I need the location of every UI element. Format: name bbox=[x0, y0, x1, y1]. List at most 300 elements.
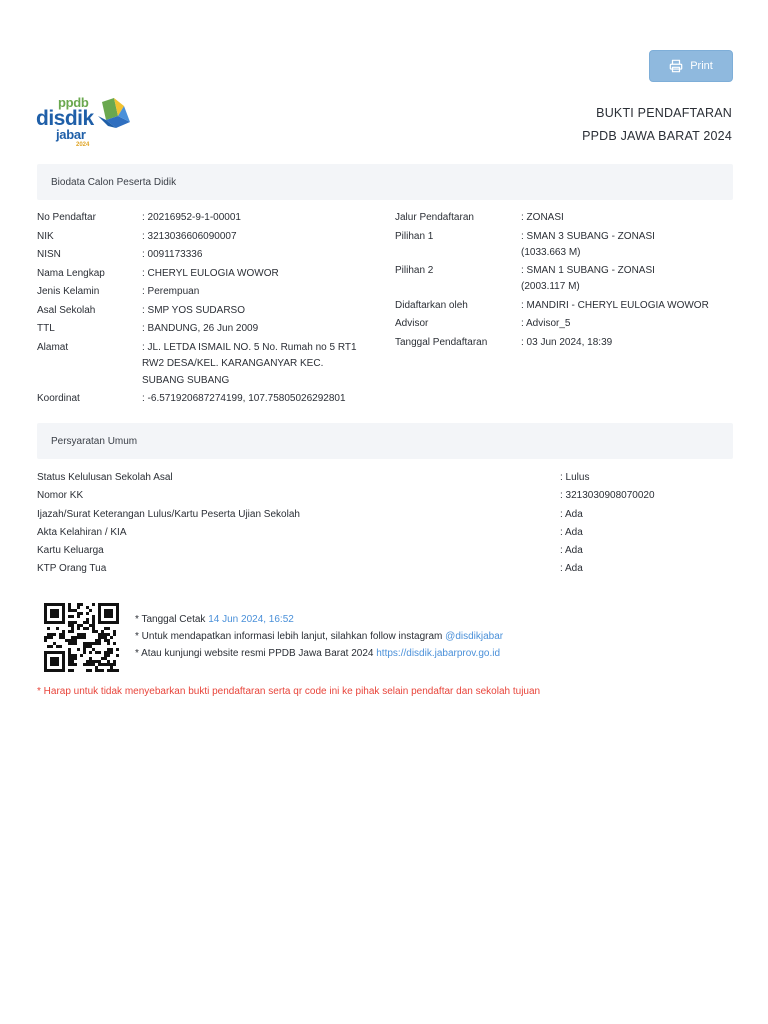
qr-module bbox=[44, 618, 47, 621]
requirement-label: Status Kelulusan Sekolah Asal bbox=[37, 472, 173, 483]
qr-module bbox=[50, 615, 53, 618]
qr-module bbox=[47, 627, 50, 630]
qr-module bbox=[86, 627, 89, 630]
qr-module bbox=[68, 630, 71, 633]
book-emblem-icon bbox=[94, 96, 132, 138]
detail-value: : 03 Jun 2024, 18:39 bbox=[521, 336, 613, 348]
qr-module bbox=[104, 657, 107, 660]
qr-module bbox=[110, 615, 113, 618]
requirements-section-header bbox=[37, 423, 733, 459]
detail-value: : JL. LETDA ISMAIL NO. 5 No. Rumah no 5 RT1 RW2 DESA/KEL. KARANGANYAR KEC. SUBANG SUBANG bbox=[142, 341, 357, 386]
qr-module bbox=[47, 651, 50, 654]
detail-label: Alamat bbox=[37, 341, 69, 353]
detail-label: Nama Lengkap bbox=[37, 267, 105, 279]
detail-row bbox=[37, 284, 367, 301]
qr-module bbox=[59, 603, 62, 606]
website-prefix: * Atau kunjungi website resmi PPDB Jawa Barat 2024 bbox=[135, 648, 377, 659]
qr-module bbox=[116, 612, 119, 615]
detail-row bbox=[37, 266, 367, 283]
detail-value: : SMAN 3 SUBANG - ZONASI (1033.663 M) bbox=[521, 230, 655, 258]
qr-module bbox=[44, 663, 47, 666]
qr-module bbox=[44, 621, 47, 624]
qr-module bbox=[95, 651, 98, 654]
qr-module bbox=[113, 663, 116, 666]
qr-module bbox=[89, 660, 92, 663]
qr-module bbox=[83, 621, 86, 624]
requirement-label: Ijazah/Surat Keterangan Lulus/Kartu Peserta Ujian Sekolah bbox=[37, 508, 300, 520]
document-title bbox=[582, 102, 732, 148]
requirement-value: : Ada bbox=[560, 563, 583, 575]
qr-module bbox=[53, 651, 56, 654]
qr-module bbox=[107, 627, 110, 630]
qr-module bbox=[89, 609, 92, 612]
qr-module bbox=[71, 660, 74, 663]
qr-module bbox=[89, 663, 92, 666]
qr-module bbox=[86, 612, 89, 615]
qr-module bbox=[104, 609, 107, 612]
qr-module bbox=[68, 651, 71, 654]
qr-module bbox=[47, 669, 50, 672]
qr-module bbox=[71, 630, 74, 633]
detail-row bbox=[395, 316, 733, 333]
qr-module bbox=[89, 645, 92, 648]
qr-module bbox=[116, 654, 119, 657]
detail-row bbox=[395, 298, 733, 315]
qr-module bbox=[53, 612, 56, 615]
detail-value: : BANDUNG, 26 Jun 2009 bbox=[142, 323, 259, 334]
qr-module bbox=[98, 669, 101, 672]
qr-module bbox=[80, 612, 83, 615]
qr-module bbox=[44, 615, 47, 618]
qr-module bbox=[113, 633, 116, 636]
requirement-row bbox=[37, 469, 733, 487]
detail-label: No Pendaftar bbox=[37, 212, 96, 223]
requirement-row bbox=[37, 560, 733, 578]
qr-module bbox=[62, 669, 65, 672]
qr-module bbox=[47, 603, 50, 606]
qr-module bbox=[68, 660, 71, 663]
qr-module bbox=[83, 663, 86, 666]
qr-module bbox=[107, 603, 110, 606]
qr-module bbox=[101, 603, 104, 606]
qr-module bbox=[113, 660, 116, 663]
qr-module bbox=[53, 609, 56, 612]
qr-module bbox=[104, 615, 107, 618]
qr-module bbox=[98, 660, 101, 663]
qr-module bbox=[113, 669, 116, 672]
qr-module bbox=[92, 603, 95, 606]
requirements-section-title: Persyaratan Umum bbox=[51, 435, 138, 447]
qr-module bbox=[107, 648, 110, 651]
qr-module bbox=[113, 621, 116, 624]
qr-module bbox=[107, 615, 110, 618]
qr-module bbox=[50, 663, 53, 666]
detail-label: TTL bbox=[37, 323, 55, 334]
detail-row bbox=[37, 391, 367, 408]
instagram-link[interactable]: @disdikjabar bbox=[445, 631, 504, 642]
qr-module bbox=[44, 636, 47, 639]
qr-module bbox=[95, 630, 98, 633]
qr-module bbox=[74, 609, 77, 612]
qr-module bbox=[71, 669, 74, 672]
logo-text-year: 2024 bbox=[76, 142, 90, 148]
qr-module bbox=[44, 606, 47, 609]
detail-row bbox=[37, 303, 367, 320]
detail-row bbox=[37, 321, 367, 338]
qr-module bbox=[59, 636, 62, 639]
qr-module bbox=[116, 621, 119, 624]
qr-module bbox=[110, 609, 113, 612]
qr-module bbox=[71, 663, 74, 666]
requirement-value: : Lulus bbox=[560, 472, 590, 483]
qr-module bbox=[68, 639, 71, 642]
qr-module bbox=[113, 642, 116, 645]
qr-module bbox=[89, 669, 92, 672]
qr-module bbox=[110, 612, 113, 615]
qr-module bbox=[113, 603, 116, 606]
qr-module bbox=[92, 618, 95, 621]
qr-module bbox=[107, 612, 110, 615]
qr-module bbox=[77, 603, 80, 606]
instagram-note bbox=[135, 628, 503, 645]
qr-module bbox=[68, 663, 71, 666]
qr-module bbox=[107, 633, 110, 636]
qr-module bbox=[104, 627, 107, 630]
qr-module bbox=[116, 609, 119, 612]
qr-module bbox=[101, 657, 104, 660]
qr-module bbox=[50, 645, 53, 648]
qr-module bbox=[83, 645, 86, 648]
qr-module bbox=[56, 621, 59, 624]
qr-module bbox=[59, 669, 62, 672]
qr-module bbox=[62, 663, 65, 666]
qr-module bbox=[56, 612, 59, 615]
qr-module bbox=[62, 603, 65, 606]
print-button[interactable] bbox=[649, 50, 733, 82]
qr-module bbox=[62, 651, 65, 654]
detail-value: : SMP YOS SUDARSO bbox=[142, 304, 245, 316]
qr-module bbox=[110, 666, 113, 669]
qr-module bbox=[77, 633, 80, 636]
document-title-line-2: PPDB JAWA BARAT 2024 bbox=[582, 129, 732, 143]
qr-module bbox=[44, 666, 47, 669]
qr-module bbox=[68, 642, 71, 645]
qr-module bbox=[77, 627, 80, 630]
qr-module bbox=[62, 633, 65, 636]
detail-row bbox=[395, 229, 733, 262]
print-date-note bbox=[135, 611, 503, 628]
qr-module bbox=[92, 660, 95, 663]
qr-module bbox=[56, 603, 59, 606]
qr-module bbox=[62, 660, 65, 663]
qr-module bbox=[74, 663, 77, 666]
qr-module bbox=[92, 642, 95, 645]
qr-module bbox=[83, 651, 86, 654]
qr-module bbox=[110, 648, 113, 651]
qr-module bbox=[92, 663, 95, 666]
qr-module bbox=[104, 654, 107, 657]
qr-module bbox=[47, 645, 50, 648]
qr-module bbox=[77, 648, 80, 651]
qr-module bbox=[44, 603, 47, 606]
logo-text-jabar: jabar bbox=[56, 127, 86, 142]
biodata-right-column bbox=[395, 210, 733, 351]
detail-label: Tanggal Pendaftaran bbox=[395, 336, 488, 348]
qr-module bbox=[104, 651, 107, 654]
qr-module bbox=[56, 615, 59, 618]
qr-module bbox=[47, 636, 50, 639]
detail-row bbox=[37, 340, 367, 390]
qr-module bbox=[53, 642, 56, 645]
qr-module bbox=[101, 630, 104, 633]
logo-text-ppdb: ppdb bbox=[58, 95, 89, 110]
qr-module bbox=[86, 642, 89, 645]
qr-module bbox=[83, 636, 86, 639]
qr-module bbox=[83, 633, 86, 636]
qr-module bbox=[77, 612, 80, 615]
detail-label: Advisor bbox=[395, 318, 429, 329]
qr-module bbox=[92, 615, 95, 618]
print-button-label: Print bbox=[690, 60, 713, 72]
qr-module bbox=[59, 633, 62, 636]
qr-module bbox=[50, 636, 53, 639]
qr-module bbox=[77, 615, 80, 618]
qr-module bbox=[107, 639, 110, 642]
print-date-prefix: * Tanggal Cetak bbox=[135, 614, 209, 625]
qr-module bbox=[71, 657, 74, 660]
qr-module bbox=[98, 615, 101, 618]
qr-module bbox=[83, 642, 86, 645]
qr-module bbox=[62, 606, 65, 609]
qr-module bbox=[56, 669, 59, 672]
qr-module bbox=[101, 636, 104, 639]
requirement-value: : Ada bbox=[560, 508, 583, 520]
qr-module bbox=[95, 669, 98, 672]
qr-module bbox=[110, 636, 113, 639]
qr-module bbox=[56, 609, 59, 612]
qr-module bbox=[86, 618, 89, 621]
qr-module bbox=[83, 627, 86, 630]
requirement-label: KTP Orang Tua bbox=[37, 563, 107, 575]
detail-label: Asal Sekolah bbox=[37, 304, 96, 316]
qr-module bbox=[62, 621, 65, 624]
qr-module bbox=[74, 657, 77, 660]
qr-module bbox=[95, 639, 98, 642]
qr-module bbox=[98, 612, 101, 615]
qr-module bbox=[110, 603, 113, 606]
qr-module bbox=[98, 618, 101, 621]
qr-module bbox=[89, 657, 92, 660]
qr-code bbox=[44, 603, 119, 672]
qr-module bbox=[68, 624, 71, 627]
qr-module bbox=[44, 639, 47, 642]
requirements-list bbox=[37, 469, 733, 579]
qr-module bbox=[71, 624, 74, 627]
qr-module bbox=[98, 642, 101, 645]
qr-module bbox=[44, 660, 47, 663]
detail-label: Jenis Kelamin bbox=[37, 286, 100, 297]
detail-value: : Advisor_5 bbox=[521, 318, 571, 329]
qr-module bbox=[92, 621, 95, 624]
qr-module bbox=[50, 603, 53, 606]
qr-module bbox=[95, 660, 98, 663]
qr-module bbox=[95, 642, 98, 645]
detail-value: : -6.571920687274199, 107.75805026292801 bbox=[142, 393, 346, 404]
detail-row bbox=[395, 263, 733, 296]
qr-module bbox=[98, 606, 101, 609]
qr-module bbox=[50, 633, 53, 636]
qr-module bbox=[101, 663, 104, 666]
qr-module bbox=[50, 669, 53, 672]
qr-module bbox=[56, 657, 59, 660]
qr-module bbox=[68, 606, 71, 609]
instagram-prefix: * Untuk mendapatkan informasi lebih lanjut, silahkan follow instagram bbox=[135, 631, 446, 642]
qr-module bbox=[86, 621, 89, 624]
qr-module bbox=[50, 651, 53, 654]
qr-module bbox=[110, 651, 113, 654]
qr-module bbox=[68, 648, 71, 651]
qr-module bbox=[53, 603, 56, 606]
qr-module bbox=[83, 648, 86, 651]
detail-label: Pilihan 1 bbox=[395, 230, 434, 242]
detail-label: Pilihan 2 bbox=[395, 264, 434, 276]
qr-module bbox=[44, 669, 47, 672]
qr-module bbox=[80, 603, 83, 606]
qr-module bbox=[86, 645, 89, 648]
qr-module bbox=[62, 630, 65, 633]
qr-module bbox=[53, 615, 56, 618]
requirement-row bbox=[37, 524, 733, 542]
detail-row bbox=[37, 210, 367, 227]
qr-module bbox=[107, 651, 110, 654]
qr-module bbox=[80, 654, 83, 657]
detail-row bbox=[37, 229, 367, 246]
qr-module bbox=[116, 606, 119, 609]
detail-label: Jalur Pendaftaran bbox=[395, 212, 474, 223]
qr-module bbox=[74, 654, 77, 657]
biodata-section-header bbox=[37, 164, 733, 200]
qr-module bbox=[59, 621, 62, 624]
qr-module bbox=[104, 639, 107, 642]
requirement-value: : Ada bbox=[560, 545, 583, 557]
qr-module bbox=[68, 603, 71, 606]
qr-module bbox=[98, 663, 101, 666]
qr-module bbox=[44, 651, 47, 654]
requirement-row bbox=[37, 542, 733, 560]
qr-module bbox=[71, 627, 74, 630]
detail-label: NIK bbox=[37, 230, 54, 242]
print-date: 14 Jun 2024, 16:52 bbox=[208, 614, 294, 625]
qr-module bbox=[47, 621, 50, 624]
qr-module bbox=[92, 627, 95, 630]
qr-module bbox=[92, 624, 95, 627]
detail-value: : 20216952-9-1-00001 bbox=[142, 212, 241, 223]
qr-module bbox=[44, 612, 47, 615]
qr-module bbox=[116, 603, 119, 606]
qr-module bbox=[89, 624, 92, 627]
requirement-row bbox=[37, 487, 733, 505]
qr-module bbox=[53, 669, 56, 672]
qr-module bbox=[104, 621, 107, 624]
qr-module bbox=[80, 633, 83, 636]
qr-module bbox=[116, 615, 119, 618]
qr-module bbox=[65, 639, 68, 642]
qr-module bbox=[74, 636, 77, 639]
qr-module bbox=[53, 657, 56, 660]
qr-module bbox=[104, 612, 107, 615]
qr-module bbox=[107, 654, 110, 657]
qr-module bbox=[44, 657, 47, 660]
qr-module bbox=[98, 621, 101, 624]
detail-value: : ZONASI bbox=[521, 212, 564, 223]
biodata-section-title: Biodata Calon Peserta Didik bbox=[51, 176, 177, 188]
qr-module bbox=[62, 612, 65, 615]
qr-module bbox=[74, 621, 77, 624]
qr-module bbox=[62, 609, 65, 612]
printer-icon bbox=[669, 59, 683, 73]
qr-module bbox=[56, 645, 59, 648]
document-title-line-1: BUKTI PENDAFTARAN bbox=[596, 106, 732, 120]
qr-module bbox=[110, 621, 113, 624]
qr-module bbox=[80, 624, 83, 627]
qr-module bbox=[98, 636, 101, 639]
qr-module bbox=[116, 648, 119, 651]
qr-module bbox=[50, 621, 53, 624]
warning-text: * Harap untuk tidak menyebarkan bukti pendaftaran serta qr code ini ke pihak selain pendaftar dan sekolah tujuan bbox=[37, 686, 541, 697]
qr-module bbox=[50, 660, 53, 663]
qr-module bbox=[113, 630, 116, 633]
website-link[interactable]: https://disdik.jabarprov.go.id bbox=[376, 648, 501, 659]
ppdb-disdik-jabar-logo bbox=[36, 96, 136, 152]
qr-module bbox=[116, 669, 119, 672]
qr-module bbox=[77, 624, 80, 627]
qr-module bbox=[68, 615, 71, 618]
qr-module bbox=[116, 618, 119, 621]
qr-module bbox=[44, 609, 47, 612]
qr-module bbox=[62, 657, 65, 660]
detail-label: Didaftarkan oleh bbox=[395, 299, 468, 311]
qr-module bbox=[50, 612, 53, 615]
biodata-left-column bbox=[37, 210, 367, 408]
qr-module bbox=[98, 603, 101, 606]
website-note bbox=[135, 645, 503, 662]
qr-module bbox=[98, 639, 101, 642]
qr-module bbox=[56, 660, 59, 663]
qr-module bbox=[77, 606, 80, 609]
qr-module bbox=[86, 660, 89, 663]
qr-module bbox=[71, 609, 74, 612]
requirement-row bbox=[37, 506, 733, 524]
detail-value: : 3213036606090007 bbox=[142, 230, 237, 242]
qr-module bbox=[110, 663, 113, 666]
detail-row bbox=[395, 210, 733, 227]
qr-module bbox=[86, 669, 89, 672]
qr-module bbox=[98, 609, 101, 612]
qr-module bbox=[110, 669, 113, 672]
qr-module bbox=[104, 603, 107, 606]
qr-module bbox=[107, 621, 110, 624]
qr-module bbox=[107, 642, 110, 645]
detail-row bbox=[37, 247, 367, 264]
qr-module bbox=[68, 621, 71, 624]
qr-module bbox=[62, 666, 65, 669]
qr-module bbox=[89, 651, 92, 654]
qr-module bbox=[107, 663, 110, 666]
qr-module bbox=[86, 606, 89, 609]
qr-module bbox=[50, 609, 53, 612]
detail-row bbox=[395, 335, 733, 352]
qr-module bbox=[71, 642, 74, 645]
